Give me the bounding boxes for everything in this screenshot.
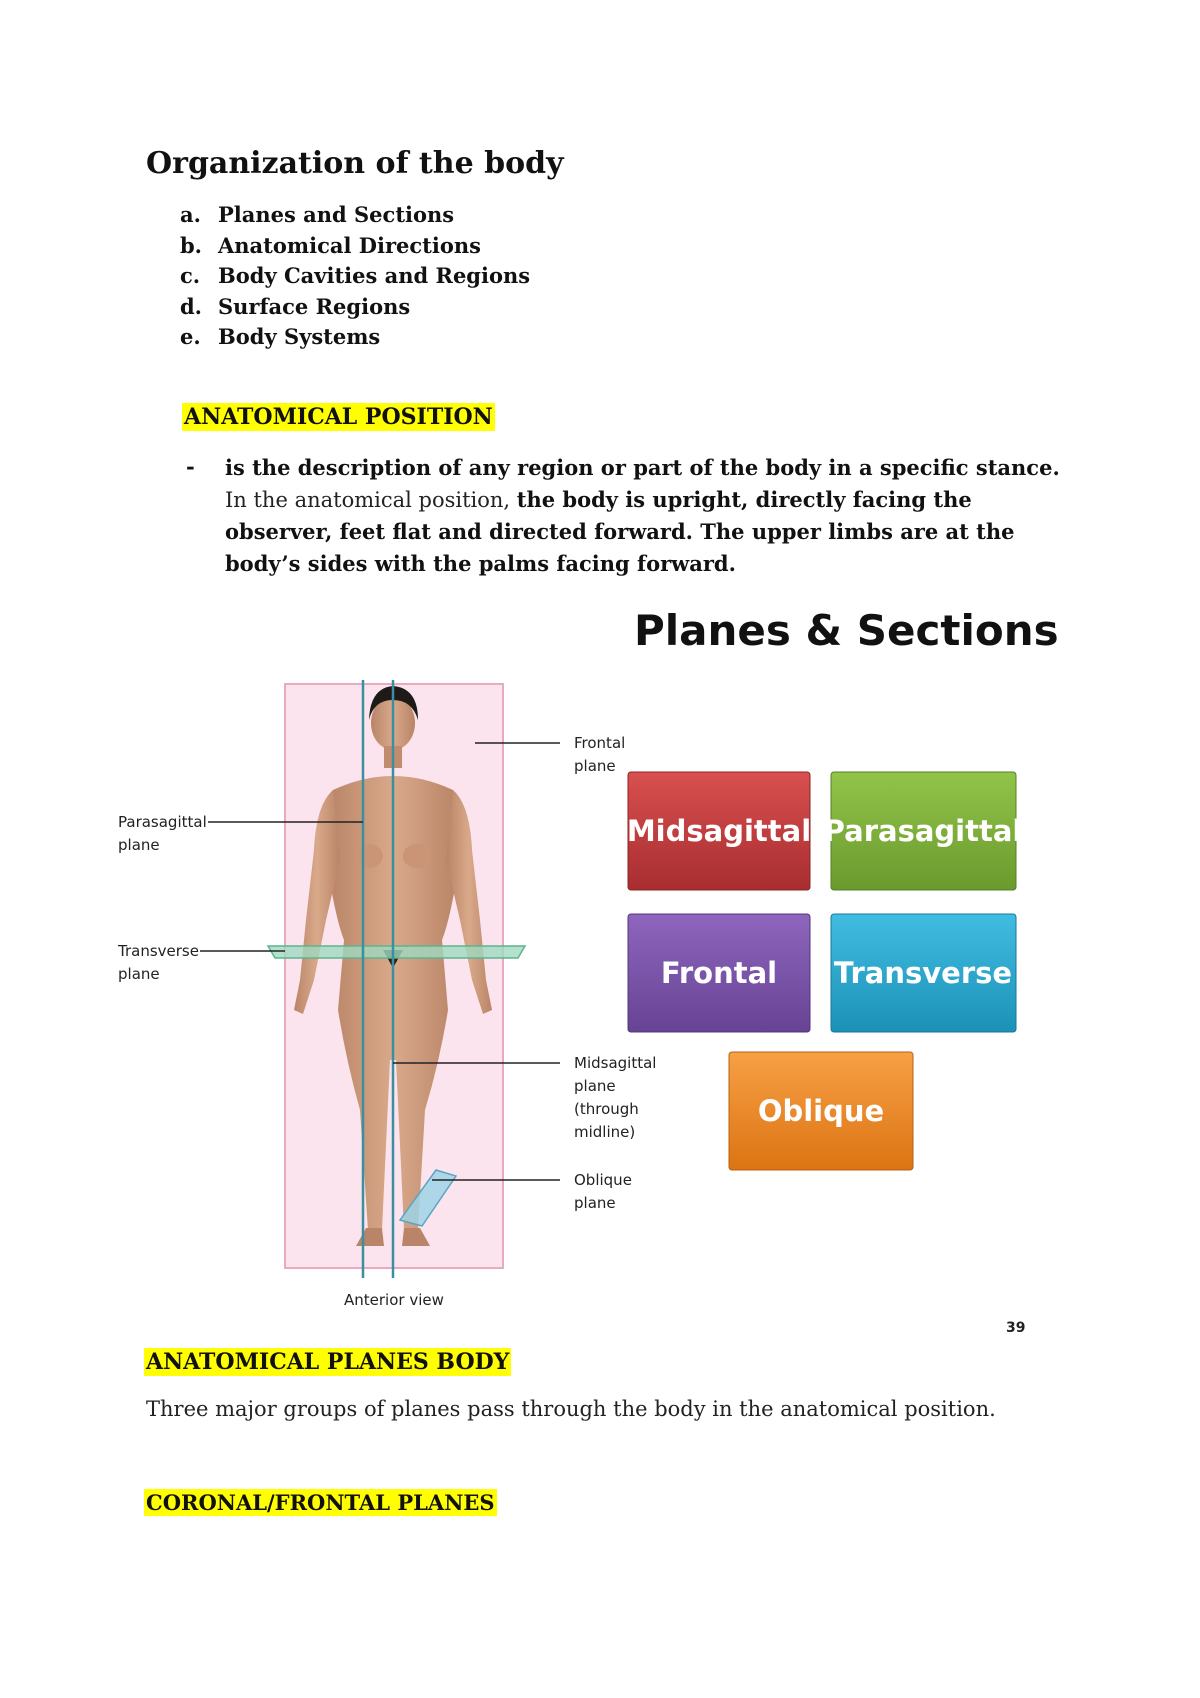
list-item-text: Body Cavities and Regions	[218, 263, 531, 288]
oblique-plane-label-2: plane	[574, 1194, 616, 1212]
transverse-plane-label-2: plane	[118, 965, 160, 983]
list-item	[180, 233, 530, 264]
parasagittal-plane-label-1: Parasagittal	[118, 813, 207, 831]
list-marker: d.	[180, 293, 202, 319]
list-item-text: Body Systems	[218, 324, 381, 349]
list-marker: a.	[180, 202, 201, 227]
parasagittal-plane-label-2: plane	[118, 836, 160, 854]
anatomical-position-heading: ANATOMICAL POSITION	[184, 404, 493, 430]
anatomical-position-text: is the description of any region or part of the body in a specific stance. In the anatomical position, the body is upright, directly facing the observer, feet flat and directed forward. The upper limbs are at the body’s sides with the palms facing forward.	[225, 455, 1060, 576]
list-item-text: Planes and Sections	[218, 202, 455, 227]
frontal-plane-label-1: Frontal	[574, 734, 626, 752]
transverse-plane-label-1: Transverse	[118, 942, 199, 960]
list-marker: c.	[180, 263, 201, 288]
anterior-view-label: Anterior view	[344, 1291, 444, 1309]
oblique-box-label: Oblique	[757, 1094, 885, 1128]
anatomical-planes-heading: ANATOMICAL PLANES BODY	[146, 1349, 510, 1375]
topic-outline	[180, 202, 530, 355]
frontal-plane-label-2: plane	[574, 757, 616, 775]
page-title: Organization of the body	[146, 146, 564, 181]
list-item	[180, 202, 530, 233]
list-marker: e.	[180, 324, 201, 349]
midsagittal-plane-label-1: Midsagittal	[574, 1054, 657, 1072]
list-item-text: Surface Regions	[218, 293, 411, 319]
parasagittal-box-label: Parasagittal	[823, 814, 1023, 848]
slide-number: 39	[1006, 1320, 1026, 1336]
midsagittal-plane-label-4: midline)	[574, 1123, 636, 1141]
slide-title: Planes & Sections	[634, 606, 1059, 655]
list-item	[180, 263, 530, 294]
bullet-dash: -	[186, 454, 195, 479]
transverse-plane-shape	[268, 946, 525, 958]
anatomical-planes-text: Three major groups of planes pass through the body in the anatomical position.	[146, 1397, 996, 1421]
oblique-plane-label-1: Oblique	[574, 1171, 632, 1189]
midsagittal-plane-label-3: (through	[574, 1100, 639, 1118]
list-item-text: Anatomical Directions	[218, 232, 481, 258]
list-marker: b.	[180, 232, 202, 258]
list-item	[180, 294, 530, 325]
midsagittal-box-label: Midsagittal	[626, 814, 812, 848]
midsagittal-plane-label-2: plane	[574, 1077, 616, 1095]
transverse-box-label: Transverse	[833, 956, 1013, 990]
frontal-box-label: Frontal	[660, 956, 778, 990]
planes-sections-figure	[0, 590, 1200, 1336]
list-item	[180, 324, 530, 355]
coronal-heading: CORONAL/FRONTAL PLANES	[146, 1490, 495, 1515]
